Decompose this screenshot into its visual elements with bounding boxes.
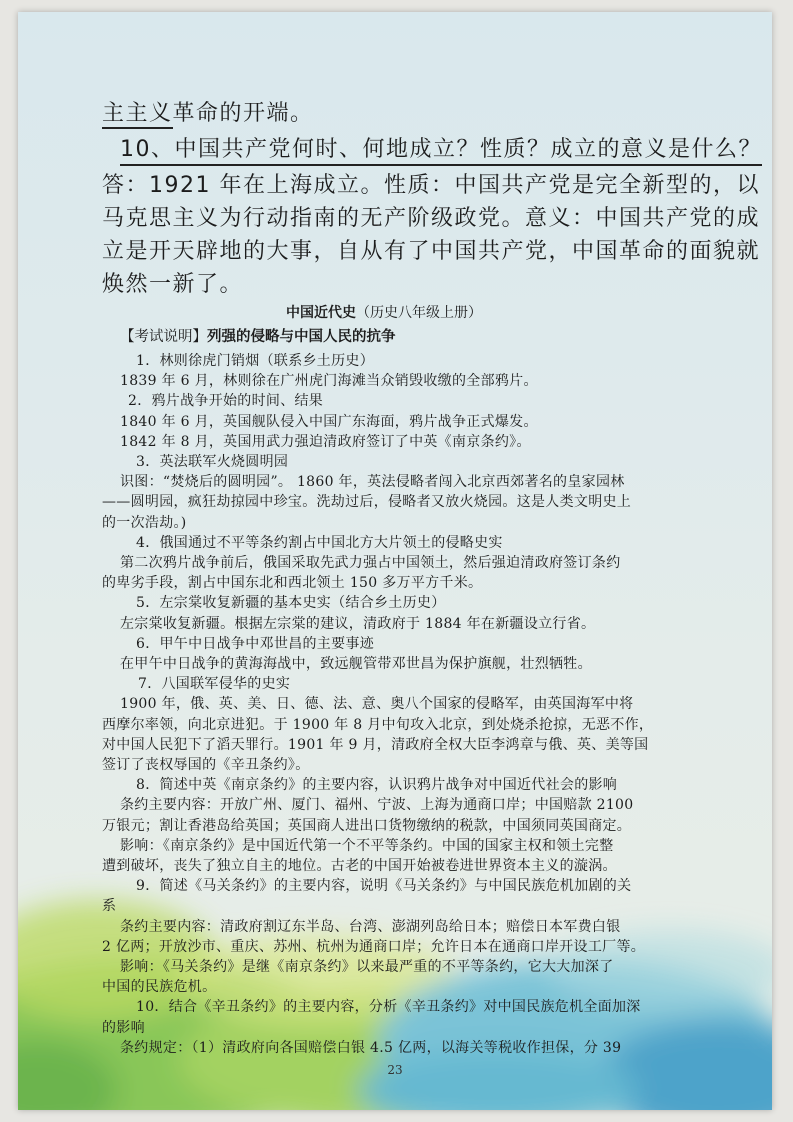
body-line: 签订了丧权辱国的《辛丑条约》。 [102, 757, 310, 773]
body-line: 1839 年 6 月，林则徐在广州虎门海滩当众销毁收缴的全部鸦片。 [120, 373, 538, 390]
body-line: ——圆明园，疯狂劫掠园中珍宝。洗劫过后，侵略者又放火烧园。这是人类文明史上 [102, 494, 632, 511]
body-line: 第二次鸦片战争前后，俄国采取先武力强占中国领土，然后强迫清政府签订条约 [120, 555, 621, 571]
item-heading: 4．俄国通过不平等条约割占中国北方大片领土的侵略史实 [136, 534, 503, 551]
item-heading: 5．左宗棠收复新疆的基本史实（结合乡土历史） [136, 595, 446, 612]
body-line: 遭到破坏，丧失了独立自主的地位。古老的中国开始被卷进世界资本主义的漩涡。 [102, 858, 617, 874]
body-line: 的影响 [102, 1019, 145, 1036]
answer-line-4: 焕然一新了。 [102, 272, 244, 297]
section-heading [286, 302, 482, 322]
body-line: 2 亿两；开放沙市、重庆、苏州、杭州为通商口岸；允许日本在通商口岸开设工厂等。 [102, 938, 646, 955]
exam-title: 列强的侵略与中国人民的抗争 [207, 328, 396, 345]
body-line: 西摩尔率领，向北京进犯。于 1900 年 8 月中旬攻入北京，到处烧杀抢掠，无恶不作， [102, 716, 654, 733]
item-heading: 10．结合《辛丑条约》的主要内容，分析《辛丑条约》对中国民族危机全面加深 [136, 999, 641, 1016]
section-title: 中国近代史 [286, 305, 356, 321]
body-line: 1900 年，俄、英、美、日、德、法、意、奥八个国家的侵略军，由英国海军中将 [120, 696, 634, 713]
item-heading: 3．英法联军火烧圆明园 [136, 454, 289, 470]
body-line: 对中国人民犯下了滔天罪行。1901 年 9 月，清政府全权大臣李鸿章与俄、英、美等国 [102, 736, 649, 753]
body-line: 条约主要内容：清政府割辽东半岛、台湾、澎湖列岛给日本；赔偿日本军费白银 [120, 918, 621, 935]
top-line-1 [102, 96, 314, 127]
body-line: 万银元；割让香港岛给英国；英国商人进出口货物缴纳的税款，中国须同英国商定。 [102, 817, 632, 834]
body-line: 条约主要内容：开放广州、厦门、福州、宁波、上海为通商口岸；中国赔款 2100 [120, 797, 634, 814]
answer-line-3: 立是开天辟地的大事，自从有了中国共产党，中国革命的面貌就 [102, 239, 761, 264]
exam-label: 【考试说明】 [120, 329, 207, 345]
body-line: 识图：“焚烧后的圆明园”。 1860 年，英法侵略者闯入北京西郊著名的皇家园林 [120, 474, 625, 491]
document-page [18, 12, 772, 1110]
body-line: 1842 年 8 月，英国用武力强迫清政府签订了中英《南京条约》。 [120, 433, 531, 450]
item-heading: 7．八国联军侵华的史实 [138, 676, 291, 693]
underlined-term: 主主义 [102, 101, 173, 129]
body-line: 在甲午中日战争的黄海海战中，致远舰管带邓世昌为保护旗舰，壮烈牺牲。 [120, 656, 592, 672]
answer-line-2: 马克思主义为行动指南的无产阶级政党。意义：中国共产党的成 [102, 206, 761, 231]
body-line: 左宗棠收复新疆。根据左宗棠的建议，清政府于 1884 年在新疆设立行省。 [120, 615, 596, 632]
body-line: 影响：《马关条约》是继《南京条约》以来最严重的不平等条约，它大大加深了 [120, 959, 614, 975]
item-heading: 2．鸦片战争开始的时间、结果 [128, 393, 324, 410]
body-line: 的卑劣手段，割占中国东北和西北领土 150 多万平方千米。 [102, 575, 483, 592]
answer-line-1: 答：1921 年在上海成立。性质：中国共产党是完全新型的，以 [102, 173, 760, 198]
item-heading: 1．林则徐虎门销烟（联系乡土历史） [136, 353, 375, 369]
body-line: 影响：《南京条约》是中国近代第一个不平等条约。中国的国家主权和领土完整 [120, 837, 614, 854]
exam-heading [120, 325, 396, 346]
body-line: 中国的民族危机。 [102, 979, 217, 996]
section-subtitle: （历史八年级上册） [356, 305, 482, 321]
body-line: 1840 年 6 月，英国舰队侵入中国广东海面，鸦片战争正式爆发。 [120, 413, 538, 430]
item-heading: 8．简述中英《南京条约》的主要内容，认识鸦片战争对中国近代社会的影响 [136, 777, 618, 794]
question-10: 10、中国共产党何时、何地成立？性质？成立的意义是什么？ [120, 132, 762, 166]
body-line: 条约规定：（1）清政府向各国赔偿白银 4.5 亿两，以海关等税收作担保，分 39 [120, 1039, 622, 1056]
line-continuation: 革命的开端。 [172, 101, 314, 126]
body-line: 的一次浩劫。) [102, 514, 187, 531]
body-line: 系 [102, 898, 117, 915]
item-heading: 6．甲午中日战争中邓世昌的主要事迹 [136, 635, 375, 652]
page-number: 23 [387, 1063, 403, 1077]
item-heading: 9．简述《马关条约》的主要内容，说明《马关条约》与中国民族危机加剧的关 [136, 878, 632, 895]
